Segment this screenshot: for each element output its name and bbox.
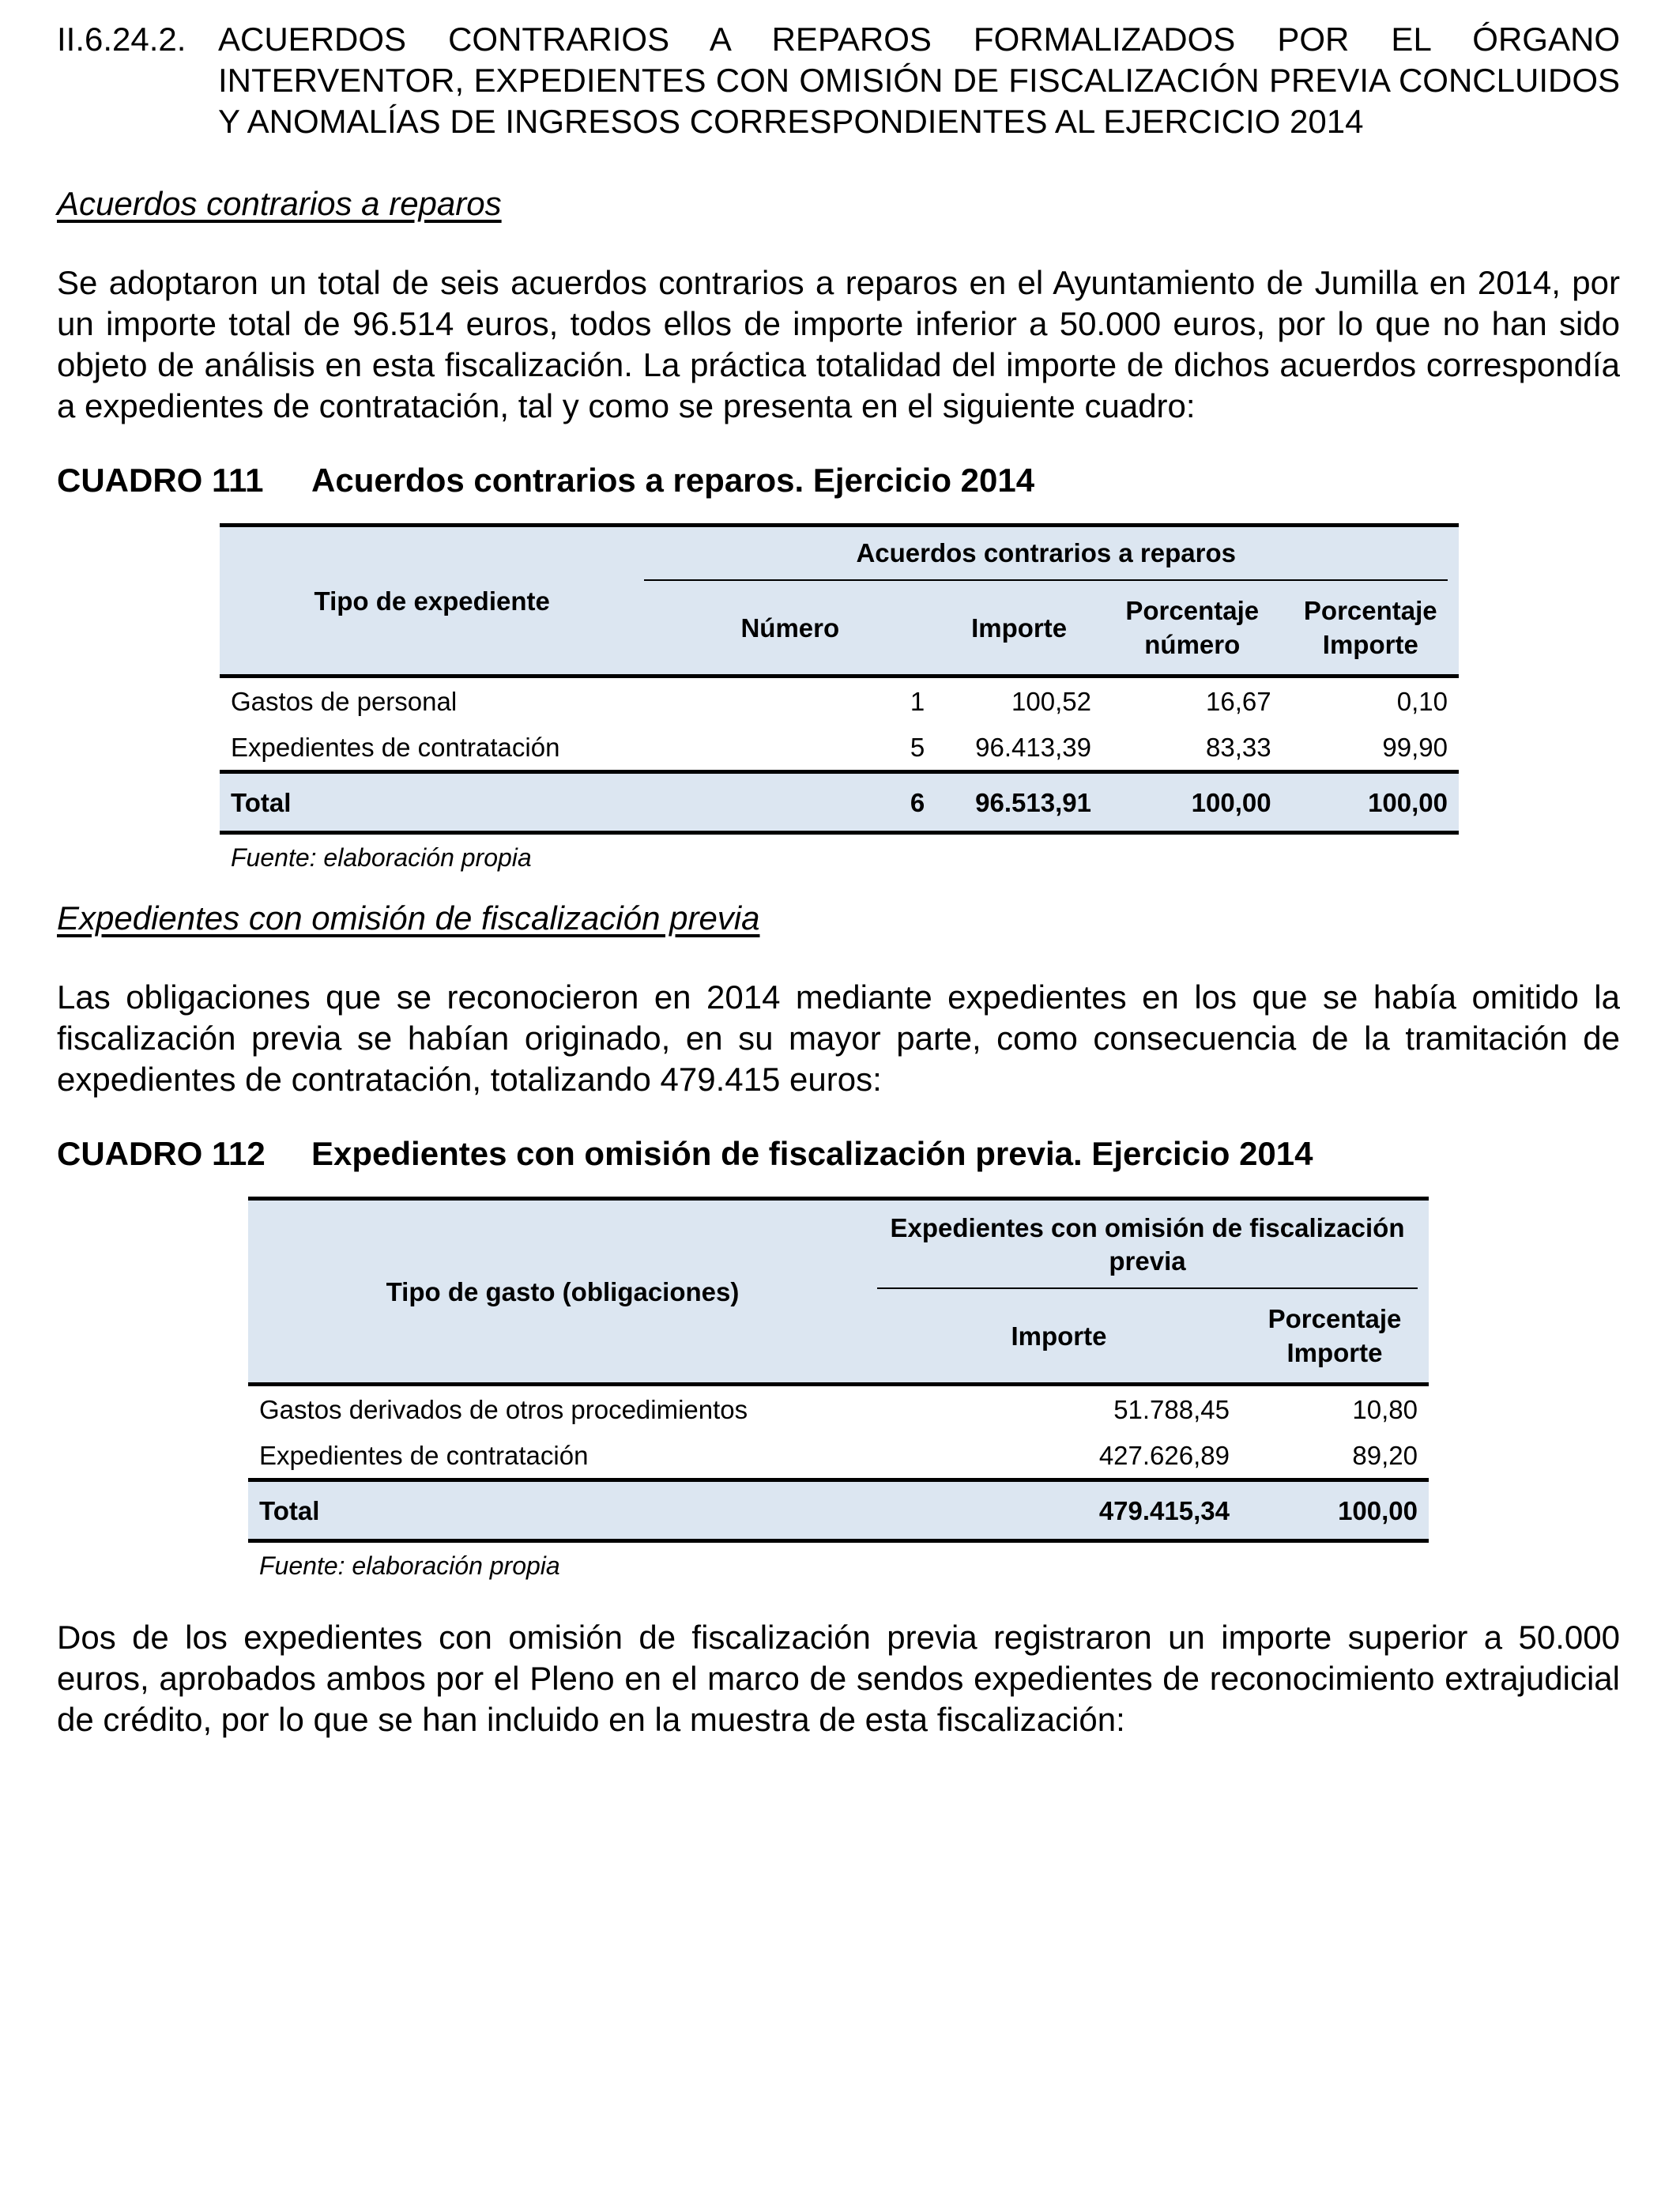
subheading-omision: Expedientes con omisión de fiscalización previa (57, 899, 760, 937)
total-pct-importe: 100,00 (1241, 1480, 1429, 1541)
cell-pct-importe: 89,20 (1352, 1440, 1418, 1470)
cuadro-111-col-numero: Número (644, 581, 936, 677)
cell-pct-importe: 0,10 (1396, 686, 1448, 716)
cuadro-112-title (57, 1133, 1620, 1174)
cell-pct-numero: 16,67 (1205, 686, 1271, 716)
cuadro-112-caption: Expedientes con omisión de fiscalización previa. Ejercicio 2014 (311, 1135, 1313, 1172)
total-pct-importe: 100,00 (1283, 772, 1459, 833)
cuadro-112-group-cell (877, 1199, 1429, 1290)
total-numero: 6 (644, 772, 936, 833)
cell-numero: 1 (910, 686, 925, 716)
section-number: II.6.24.2. (57, 21, 186, 58)
cuadro-112-group-header: Expedientes con omisión de fiscalización previa (877, 1201, 1418, 1289)
cell-importe: 100,52 (1011, 686, 1091, 716)
cuadro-112-col-importe: Importe (877, 1289, 1241, 1385)
total-row (220, 772, 1459, 833)
total-label: Total (220, 772, 644, 833)
cell-importe: 51.788,45 (1113, 1394, 1230, 1424)
row-label: Gastos derivados de otros procedimientos (259, 1394, 748, 1424)
cuadro-112-header-tipo: Tipo de gasto (obligaciones) (248, 1199, 877, 1385)
total-pct-numero: 100,00 (1102, 772, 1283, 833)
document-page (57, 19, 1620, 1740)
cuadro-111-col-importe: Importe (936, 581, 1102, 677)
row-label: Expedientes de contratación (259, 1440, 589, 1470)
closing-paragraph: Dos de los expedientes con omisión de fiscalización previa registraron un importe superior a 50.000 euros, aprobados ambos por el Pleno en el marco de sendos expedientes de reconocimiento extrajudicial de crédito, por lo que se han incluido en la muestra de esta fiscalización: (57, 1619, 1620, 1738)
cuadro-111-caption: Acuerdos contrarios a reparos. Ejercicio 2014 (311, 462, 1035, 499)
cell-importe: 96.413,39 (975, 732, 1091, 762)
table-row (220, 677, 1459, 725)
paragraph-acuerdos: Se adoptaron un total de seis acuerdos contrarios a reparos en el Ayuntamiento de Jumilla en 2014, por un importe total de 96.514 euros, todos ellos de importe inferior a 50.000 euros, por lo que no han sido objeto de análisis en esta fiscalización. La práctica totalidad del importe de dichos acuerdos correspondía a expedientes de contratación, tal y como se presenta en el siguiente cuadro: (57, 264, 1620, 424)
cuadro-112-col-pct-importe: Porcentaje Importe (1241, 1289, 1429, 1385)
total-importe: 479.415,34 (877, 1480, 1241, 1541)
row-label: Gastos de personal (231, 686, 458, 716)
cell-numero: 5 (910, 732, 925, 762)
paragraph-omision: Las obligaciones que se reconocieron en 2014 mediante expedientes en los que se había omitido la fiscalización previa se habían originado, en su mayor parte, como consecuencia de la tramitación de expedientes de contratación, totalizando 479.415 euros: (57, 978, 1620, 1098)
cuadro-112-table (248, 1197, 1429, 1543)
cuadro-111-number: CUADRO 111 (57, 462, 264, 499)
cuadro-111 (220, 523, 1459, 874)
cell-importe: 427.626,89 (1098, 1440, 1230, 1470)
section-heading (57, 19, 1620, 142)
table-row (248, 1432, 1429, 1480)
total-importe: 96.513,91 (936, 772, 1102, 833)
cuadro-111-col-pct-numero: Porcentaje número (1102, 581, 1283, 677)
section-title: ACUERDOS CONTRARIOS A REPAROS FORMALIZADOS POR EL ÓRGANO INTERVENTOR, EXPEDIENTES CON OMISIÓN DE FISCALIZACIÓN PREVIA CONCLUIDOS Y ANOMALÍAS DE INGRESOS CORRESPONDIENTES AL EJERCICIO 2014 (218, 21, 1620, 140)
total-label: Total (248, 1480, 877, 1541)
cell-pct-importe: 99,90 (1382, 732, 1448, 762)
table-row (248, 1385, 1429, 1433)
cuadro-111-group-cell (644, 526, 1459, 582)
subheading-acuerdos: Acuerdos contrarios a reparos (57, 185, 502, 222)
cuadro-112-number: CUADRO 112 (57, 1135, 266, 1172)
cell-pct-numero: 83,33 (1205, 732, 1271, 762)
cuadro-111-title (57, 460, 1620, 501)
cuadro-111-header-tipo: Tipo de expediente (220, 526, 644, 677)
cuadro-112 (248, 1197, 1429, 1582)
cuadro-111-table (220, 523, 1459, 835)
row-label: Expedientes de contratación (231, 732, 560, 762)
table-row (220, 724, 1459, 772)
cuadro-111-source: Fuente: elaboración propia (231, 843, 532, 872)
cell-pct-importe: 10,80 (1352, 1394, 1418, 1424)
cuadro-112-source: Fuente: elaboración propia (259, 1551, 560, 1580)
cuadro-111-group-header: Acuerdos contrarios a reparos (644, 527, 1448, 581)
total-row (248, 1480, 1429, 1541)
cuadro-111-col-pct-importe: Porcentaje Importe (1283, 581, 1459, 677)
